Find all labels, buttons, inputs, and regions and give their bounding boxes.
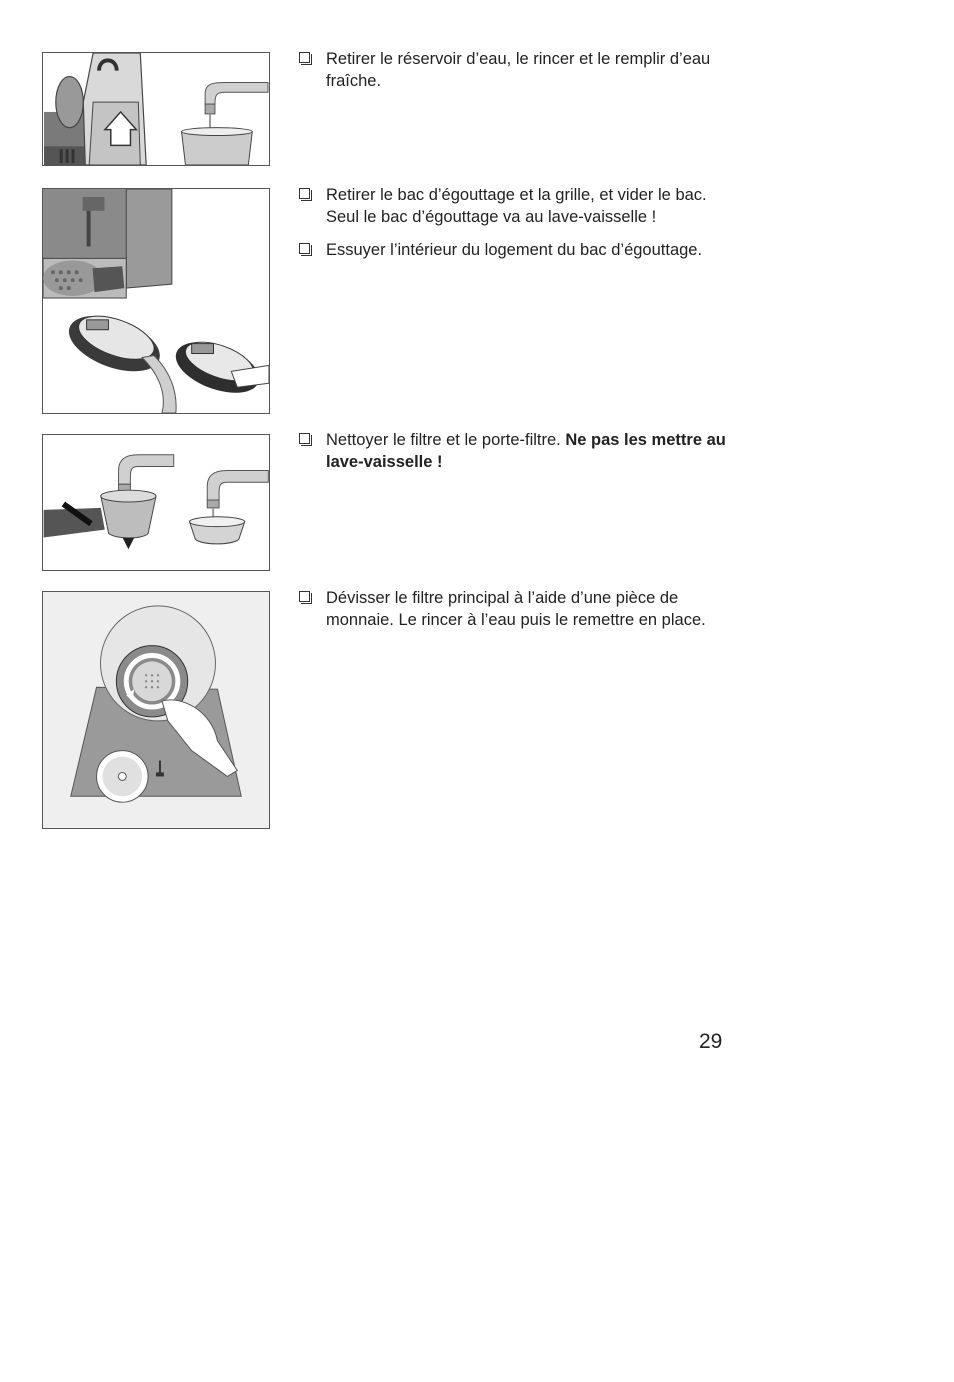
step-text [326,429,729,473]
main-filter-illustration [43,592,269,828]
checkbox-bullet-icon [299,433,310,444]
step-empty-drip-tray [299,184,729,228]
figure-drip-tray [42,188,270,414]
water-tank-illustration [43,53,269,165]
figure-filter-cleaning [42,434,270,571]
step-text: Retirer le bac d’égouttage et la grille, et vider le bac. Seul le bac d’égouttage va au lave-vaisselle ! [326,186,707,226]
drip-tray-illustration [43,189,269,413]
figure-water-tank [42,52,270,166]
checkbox-bullet-icon [299,591,310,602]
step-unscrew-main-filter [299,587,729,631]
step-wipe-tray-housing [299,239,729,261]
figure-main-filter [42,591,270,829]
checkbox-bullet-icon [299,188,310,199]
page-number: 29 [699,1030,723,1053]
checkbox-bullet-icon [299,243,310,254]
step-clean-filter [299,429,729,473]
step-text: Retirer le réservoir d’eau, le rincer et le remplir d’eau fraîche. [326,50,711,90]
checkbox-bullet-icon [299,52,310,63]
step-text: Dévisser le filtre principal à l’aide d’une pièce de monnaie. Le rincer à l’eau puis le remettre en place. [326,589,706,629]
filter-cleaning-illustration [43,435,269,570]
step-text: Essuyer l’intérieur du logement du bac d’égouttage. [326,241,703,259]
step-text-normal: Nettoyer le filtre et le porte-filtre. [326,431,566,449]
step-refill-tank [299,48,729,92]
step-warning-bold: Ne pas les mettre au lave-vaisselle ! [326,431,726,471]
